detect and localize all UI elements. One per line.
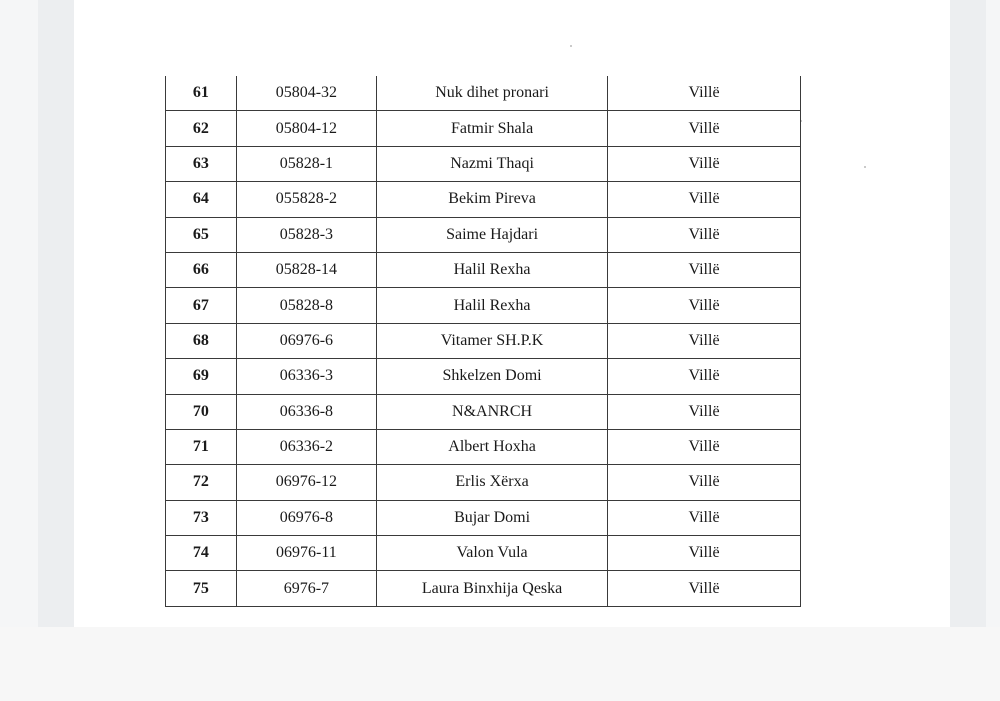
viewer-bottom-bar [0,627,1000,701]
parcel-number-cell: 06976-6 [236,323,376,358]
parcel-number-cell: 055828-2 [236,182,376,217]
owner-name-cell: Vitamer SH.P.K [377,323,608,358]
owner-name-cell: Saime Hajdari [377,217,608,252]
row-number-cell: 61 [166,76,237,111]
property-type-cell: Villë [608,465,801,500]
parcel-number-cell: 06336-3 [236,359,376,394]
table-row [166,359,801,394]
parcel-number-cell: 06976-8 [236,500,376,535]
parcel-number-cell: 06336-2 [236,429,376,464]
property-table [165,76,801,607]
table-row [166,394,801,429]
table-row [166,288,801,323]
property-type-cell: Villë [608,288,801,323]
owner-name-cell: Halil Rexha [377,288,608,323]
row-number-cell: 66 [166,252,237,287]
row-number-cell: 63 [166,146,237,181]
property-type-cell: Villë [608,217,801,252]
table-row [166,429,801,464]
row-number-cell: 72 [166,465,237,500]
table-row [166,500,801,535]
owner-name-cell: Fatmir Shala [377,111,608,146]
parcel-number-cell: 05828-8 [236,288,376,323]
property-type-cell: Villë [608,323,801,358]
property-type-cell: Villë [608,536,801,571]
parcel-number-cell: 06336-8 [236,394,376,429]
table-row [166,182,801,217]
owner-name-cell: Bekim Pireva [377,182,608,217]
row-number-cell: 75 [166,571,237,606]
scan-speck [570,45,572,47]
owner-name-cell: Albert Hoxha [377,429,608,464]
property-type-cell: Villë [608,571,801,606]
parcel-number-cell: 05828-3 [236,217,376,252]
property-type-cell: Villë [608,76,801,111]
property-type-cell: Villë [608,182,801,217]
parcel-number-cell: 05804-32 [236,76,376,111]
row-number-cell: 74 [166,536,237,571]
table-row [166,571,801,606]
property-type-cell: Villë [608,429,801,464]
property-type-cell: Villë [608,252,801,287]
property-type-cell: Villë [608,394,801,429]
parcel-number-cell: 05828-1 [236,146,376,181]
table-row [166,536,801,571]
table-row [166,465,801,500]
table-row [166,323,801,358]
table-row [166,76,801,111]
property-type-cell: Villë [608,359,801,394]
row-number-cell: 69 [166,359,237,394]
owner-name-cell: Valon Vula [377,536,608,571]
parcel-number-cell: 06976-12 [236,465,376,500]
table-row [166,217,801,252]
scan-speck [864,166,866,168]
property-type-cell: Villë [608,146,801,181]
row-number-cell: 70 [166,394,237,429]
parcel-number-cell: 05828-14 [236,252,376,287]
owner-name-cell: Nazmi Thaqi [377,146,608,181]
row-number-cell: 65 [166,217,237,252]
owner-name-cell: Bujar Domi [377,500,608,535]
table-row [166,252,801,287]
property-table-body [166,76,801,606]
owner-name-cell: Laura Binxhija Qeska [377,571,608,606]
property-type-cell: Villë [608,111,801,146]
owner-name-cell: Erlis Xërxa [377,465,608,500]
table-row [166,111,801,146]
row-number-cell: 64 [166,182,237,217]
row-number-cell: 68 [166,323,237,358]
row-number-cell: 62 [166,111,237,146]
parcel-number-cell: 6976-7 [236,571,376,606]
owner-name-cell: Shkelzen Domi [377,359,608,394]
row-number-cell: 67 [166,288,237,323]
parcel-number-cell: 06976-11 [236,536,376,571]
owner-name-cell: Nuk dihet pronari [377,76,608,111]
property-type-cell: Villë [608,500,801,535]
row-number-cell: 73 [166,500,237,535]
owner-name-cell: Halil Rexha [377,252,608,287]
owner-name-cell: N&ANRCH [377,394,608,429]
row-number-cell: 71 [166,429,237,464]
table-row [166,146,801,181]
parcel-number-cell: 05804-12 [236,111,376,146]
